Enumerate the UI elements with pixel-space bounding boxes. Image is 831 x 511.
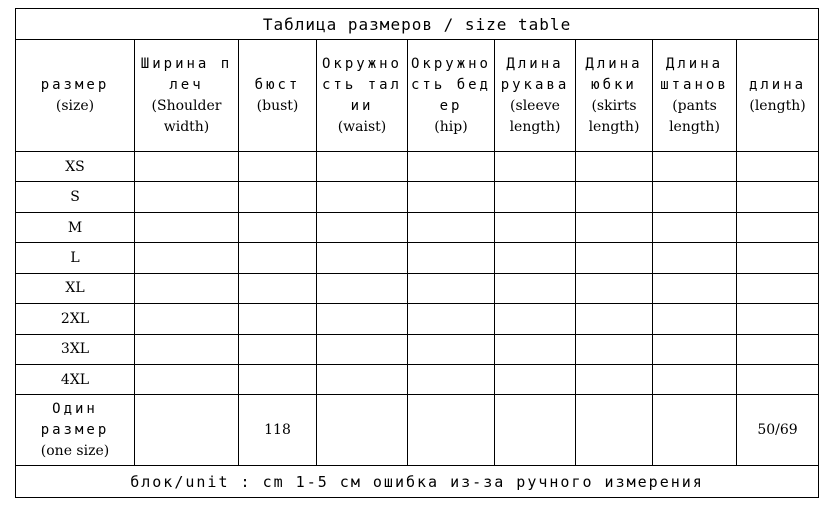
header-hip-en: (hip): [434, 118, 468, 135]
value-cell: [239, 243, 317, 273]
value-cell: [408, 334, 495, 364]
value-cell: [317, 364, 408, 394]
header-length-en: (length): [749, 97, 806, 114]
value-cell: [737, 182, 819, 212]
one-size-length: 50/69: [737, 395, 819, 466]
one-size-label-en: (one size): [40, 442, 110, 459]
one-size-bust: 118: [239, 395, 317, 466]
value-cell: [239, 364, 317, 394]
value-cell: [495, 334, 576, 364]
value-cell: [653, 212, 737, 242]
header-pants-en: (pants length): [669, 97, 720, 135]
one-size-skirts: [576, 395, 653, 466]
header-shoulder-en: (Shoulder width): [151, 97, 222, 135]
header-pants-ru: Длина штанов: [660, 55, 729, 93]
header-shoulder-ru: Ширина плеч: [140, 55, 233, 93]
header-row: [16, 40, 819, 152]
value-cell: [495, 243, 576, 273]
value-cell: [653, 182, 737, 212]
value-cell: [135, 212, 239, 242]
size-label: 4XL: [16, 364, 135, 394]
header-waist-en: (waist): [337, 118, 387, 135]
value-cell: [408, 273, 495, 303]
header-bust-ru: бюст: [254, 76, 301, 93]
value-cell: [737, 304, 819, 334]
value-cell: [576, 304, 653, 334]
value-cell: [495, 304, 576, 334]
header-bust-en: (bust): [256, 97, 299, 114]
header-length: [737, 40, 819, 152]
value-cell: [317, 273, 408, 303]
value-cell: [653, 334, 737, 364]
value-cell: [135, 152, 239, 182]
header-shoulder-width: [135, 40, 239, 152]
value-cell: [408, 182, 495, 212]
header-sleeve-ru: Длина рукава: [500, 55, 570, 93]
size-label: XS: [16, 152, 135, 182]
value-cell: [737, 152, 819, 182]
value-cell: [317, 212, 408, 242]
value-cell: [408, 304, 495, 334]
value-cell: [239, 182, 317, 212]
header-bust: [239, 40, 317, 152]
value-cell: [576, 243, 653, 273]
header-hip: [408, 40, 495, 152]
size-label: 2XL: [16, 304, 135, 334]
value-cell: [576, 334, 653, 364]
size-table: [15, 8, 819, 498]
table-row: [16, 152, 819, 182]
table-row: [16, 304, 819, 334]
header-waist-ru: Окружность талии: [321, 55, 402, 114]
table-row: [16, 273, 819, 303]
value-cell: [135, 182, 239, 212]
header-size-en: (size): [55, 97, 95, 114]
value-cell: [317, 243, 408, 273]
size-label: 3XL: [16, 334, 135, 364]
header-skirts-ru: Длина юбки: [585, 55, 643, 93]
value-cell: [317, 334, 408, 364]
header-size: [16, 40, 135, 152]
header-pants-length: [653, 40, 737, 152]
value-cell: [576, 212, 653, 242]
header-length-ru: длина: [748, 76, 807, 93]
value-cell: [737, 243, 819, 273]
value-cell: [737, 364, 819, 394]
header-hip-ru: Окружность бедер: [410, 55, 491, 114]
header-skirts-en: (skirts length): [588, 97, 640, 135]
one-size-shoulder: [135, 395, 239, 466]
table-row: [16, 364, 819, 394]
value-cell: [239, 212, 317, 242]
one-size-pants: [653, 395, 737, 466]
value-cell: [737, 334, 819, 364]
value-cell: [408, 243, 495, 273]
value-cell: [653, 364, 737, 394]
value-cell: [576, 182, 653, 212]
header-waist: [317, 40, 408, 152]
header-sleeve-length: [495, 40, 576, 152]
value-cell: [239, 304, 317, 334]
value-cell: [495, 182, 576, 212]
one-size-label: [16, 395, 135, 466]
value-cell: [495, 273, 576, 303]
value-cell: [653, 273, 737, 303]
value-cell: [239, 152, 317, 182]
value-cell: [317, 152, 408, 182]
measurement-note: блок/unit : cm 1-5 см ошибка из-за ручного измерения: [16, 466, 819, 498]
one-size-row: [16, 395, 819, 466]
value-cell: [495, 152, 576, 182]
one-size-hip: [408, 395, 495, 466]
value-cell: [135, 364, 239, 394]
size-label: M: [16, 212, 135, 242]
value-cell: [408, 364, 495, 394]
value-cell: [737, 273, 819, 303]
size-label: XL: [16, 273, 135, 303]
one-size-sleeve: [495, 395, 576, 466]
header-sleeve-en: (sleeve length): [509, 97, 561, 135]
value-cell: [495, 212, 576, 242]
header-size-ru: размер: [40, 76, 110, 93]
value-cell: [135, 243, 239, 273]
value-cell: [408, 212, 495, 242]
value-cell: [495, 364, 576, 394]
value-cell: [317, 182, 408, 212]
one-size-label-ru: Один размер: [40, 400, 110, 438]
table-row: [16, 334, 819, 364]
value-cell: [408, 152, 495, 182]
value-cell: [653, 243, 737, 273]
value-cell: [135, 273, 239, 303]
one-size-waist: [317, 395, 408, 466]
value-cell: [135, 334, 239, 364]
table-title: Таблица размеров / size table: [16, 9, 819, 40]
header-skirts-length: [576, 40, 653, 152]
table-row: [16, 212, 819, 242]
value-cell: [576, 152, 653, 182]
value-cell: [135, 304, 239, 334]
value-cell: [576, 273, 653, 303]
title-row: [16, 9, 819, 40]
footer-row: [16, 466, 819, 498]
value-cell: [737, 212, 819, 242]
value-cell: [653, 304, 737, 334]
size-label: S: [16, 182, 135, 212]
table-row: [16, 182, 819, 212]
value-cell: [576, 364, 653, 394]
size-label: L: [16, 243, 135, 273]
value-cell: [653, 152, 737, 182]
value-cell: [239, 273, 317, 303]
value-cell: [317, 304, 408, 334]
value-cell: [239, 334, 317, 364]
table-row: [16, 243, 819, 273]
